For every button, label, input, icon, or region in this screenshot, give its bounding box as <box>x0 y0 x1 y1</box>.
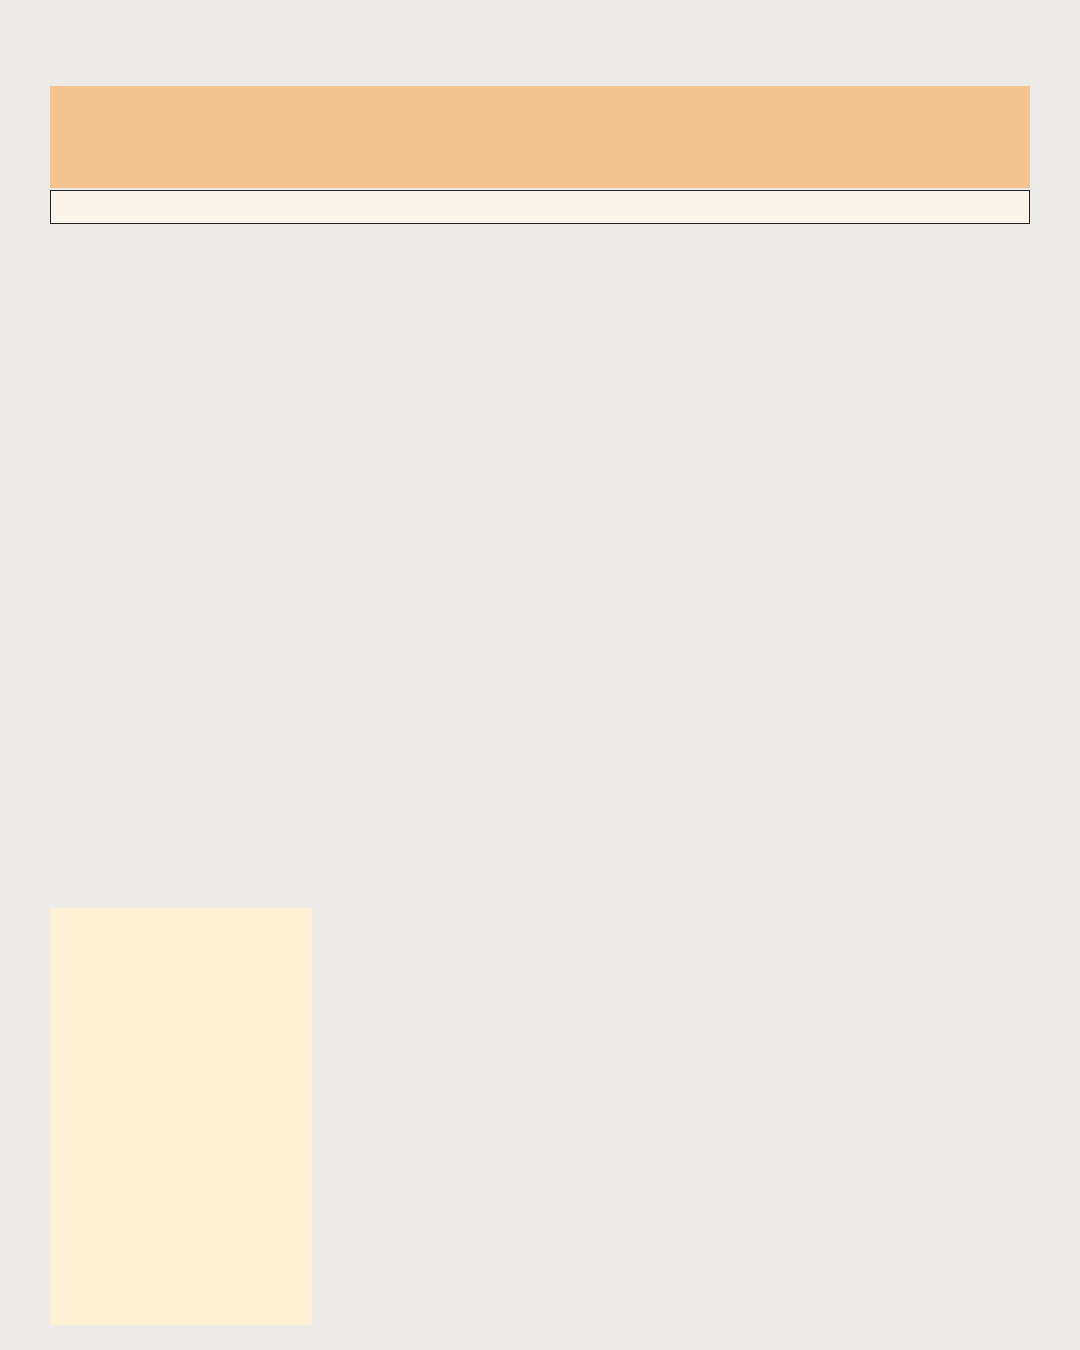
size-guide-spacer <box>50 190 1030 224</box>
size-conversion-header <box>50 86 1030 188</box>
suggested-fabrics-box <box>50 908 312 1325</box>
extended-size-guide-table <box>50 86 1030 224</box>
